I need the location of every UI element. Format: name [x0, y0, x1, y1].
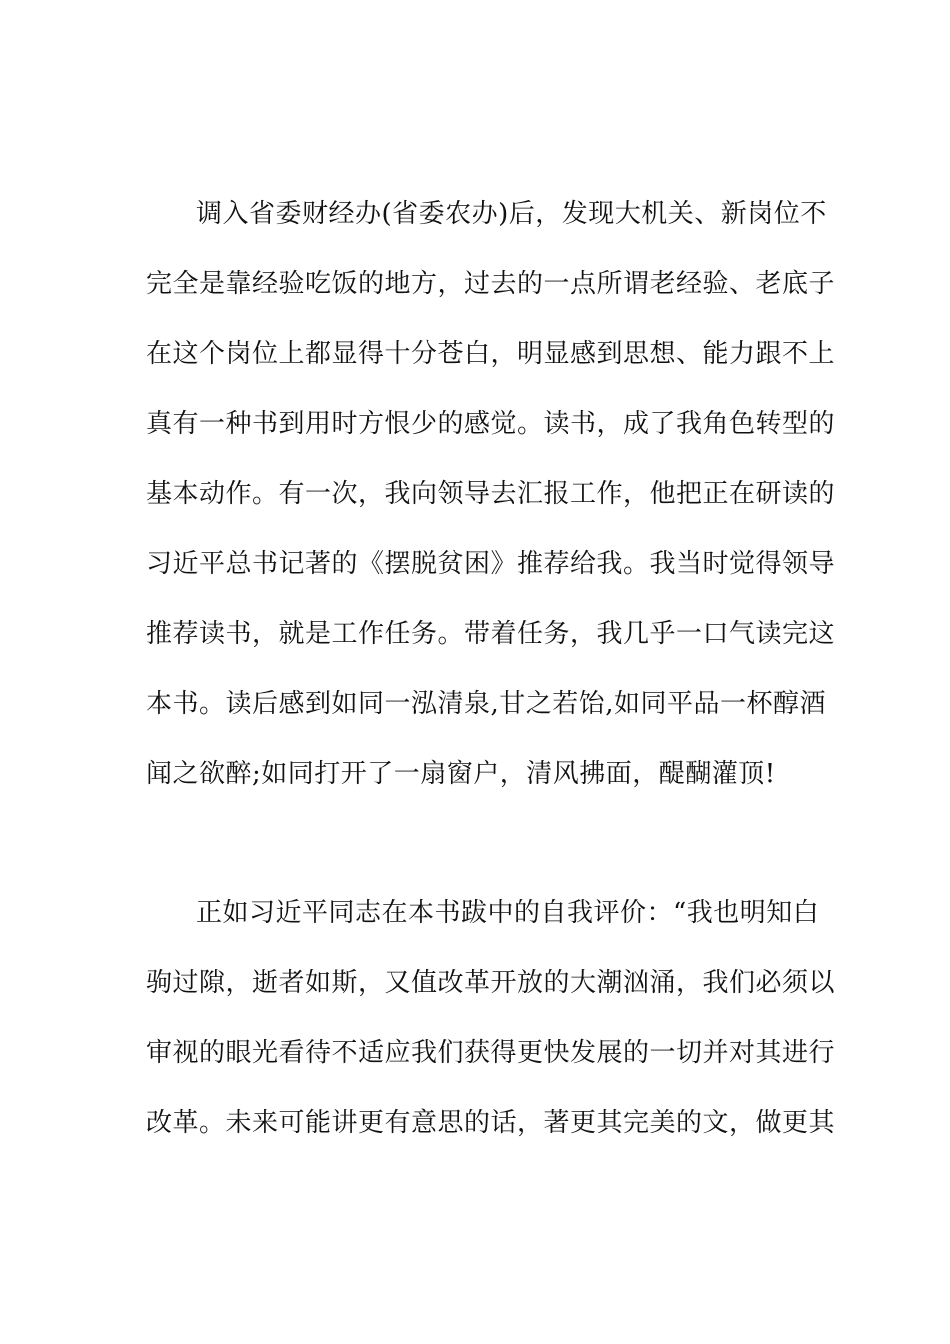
paragraph-1-line-9: 闻之欲醉;如同打开了一扇窗户，清风拂面，醍醐灌顶!: [146, 759, 776, 789]
paragraph-1-line-6: 习近平总书记著的《摆脱贫困》推荐给我。我当时觉得领导: [146, 549, 836, 579]
paragraph-2-line-4: 改革。未来可能讲更有意思的话，著更其完美的文，做更其: [146, 1108, 836, 1138]
paragraph-2-line-2: 驹过隙，逝者如斯，又值改革开放的大潮汹涌，我们必须以: [146, 968, 836, 998]
paragraph-1-line-8: 本书。读后感到如同一泓清泉,甘之若饴,如同平品一杯醇酒: [146, 689, 827, 719]
paragraph-2-line-3: 审视的眼光看待不适应我们获得更快发展的一切并对其进行: [146, 1038, 836, 1068]
paragraph-2-line-1: 正如习近平同志在本书跋中的自我评价：“我也明知白: [196, 898, 820, 928]
paragraph-1-line-4: 真有一种书到用时方恨少的感觉。读书，成了我角色转型的: [146, 409, 836, 439]
paragraph-1-line-1: 调入省委财经办(省委农办)后，发现大机关、新岗位不: [196, 199, 827, 229]
paragraph-1-line-3: 在这个岗位上都显得十分苍白，明显感到思想、能力跟不上: [146, 339, 836, 369]
paragraph-1-line-5: 基本动作。有一次，我向领导去汇报工作，他把正在研读的: [146, 479, 836, 509]
paragraph-1-line-7: 推荐读书，就是工作任务。带着任务，我几乎一口气读完这: [146, 619, 836, 649]
paragraph-1-line-2: 完全是靠经验吃饭的地方，过去的一点所谓老经验、老底子: [146, 269, 836, 299]
